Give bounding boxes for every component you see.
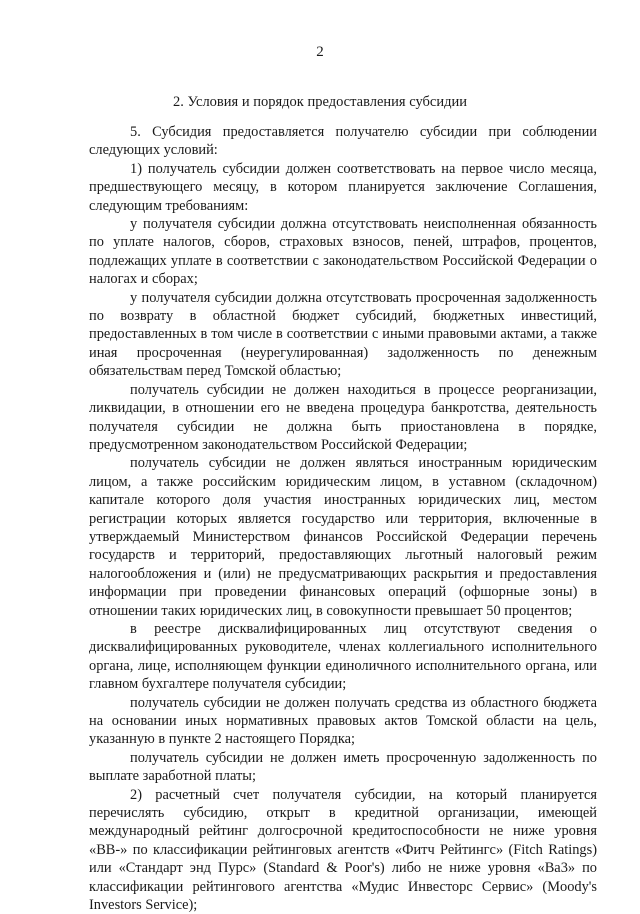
paragraph-foreign-entity: получатель субсидии не должен являться иностранным юридическим лицом, а также российским юридическим лицом, в уставном (складочном) капитале которого доля участия иностранных юридических лиц, местом регистрации которых является государство или территория, включенные в утверждаемый Министерством финансов Российской Федерации перечень государств и территорий, предоставляющих льготный налоговый режим налогообложения и (или) не предусматривающих раскрытия и предоставления информации при проведении финансовых операций (офшорные зоны) в отношении таких юридических лиц, в совокупности превышает 50 процентов; <box>89 455 597 619</box>
paragraph-item-5: 5. Субсидия предоставляется получателю субсидии при соблюдении следующих условий: <box>89 124 597 159</box>
paragraph-wage-arrears: получатель субсидии не должен иметь просроченную задолженность по выплате заработной платы; <box>89 749 597 785</box>
paragraph-other-funding: получатель субсидии не должен получать средства из областного бюджета на основании иных нормативных правовых актов Томской области на цель, указанную в пункте 2 настоящего Порядка; <box>89 694 597 748</box>
section-title: 2. Условия и порядок предоставления субсидии <box>172 94 467 110</box>
paragraph-disqualified-persons: в реестре дисквалифицированных лиц отсутствуют сведения о дисквалифицированных руководителе, членах коллегиального исполнительного органа, лице, исполняющем функции единоличного исполнительного органа, или главном бухгалтере получателя субсидии; <box>89 620 597 693</box>
paragraph-tax-obligations: у получателя субсидии должна отсутствовать неисполненная обязанность по уплате налогов, сборов, страховых взносов, пеней, штрафов, процентов, подлежащих уплате в соответствии с законодательством Российской Федерации о налогах и сборах; <box>89 216 597 288</box>
paragraph-subitem-1: 1) получатель субсидии должен соответствовать на первое число месяца, предшествующего месяцу, в котором планируется заключение Соглашения, следующим требованиям: <box>89 160 597 214</box>
page-number: 2 <box>316 44 324 60</box>
document-body <box>89 123 597 914</box>
paragraph-subitem-2: 2) расчетный счет получателя субсидии, на который планируется перечислять субсидию, открыт в кредитной организации, имеющей международный рейтинг долгосрочной кредитоспособности не ниже уровня «BB-» по классификации рейтинговых агентств «Фитч Рейтингс» (Fitch Ratings) или «Стандарт энд Пурс» (Standard & Poor's) либо не ниже уровня «Ba3» по классификации рейтингового агентства «Мудис Инвесторс Сервис» (Moody's Investors Service); <box>89 786 597 914</box>
paragraph-reorganization: получатель субсидии не должен находиться в процессе реорганизации, ликвидации, в отношении его не введена процедура банкротства, деятельность получателя субсидии не должна быть приостановлена в порядке, предусмотренном законодательством Российской Федерации; <box>89 381 597 453</box>
paragraph-overdue-debt: у получателя субсидии должна отсутствовать просроченная задолженность по возврату в областной бюджет субсидий, бюджетных инвестиций, предоставленных в том числе в соответствии с иными правовыми актами, а также иная просроченная (неурегулированная) задолженность по денежным обязательствам перед Томской областью; <box>89 289 597 380</box>
